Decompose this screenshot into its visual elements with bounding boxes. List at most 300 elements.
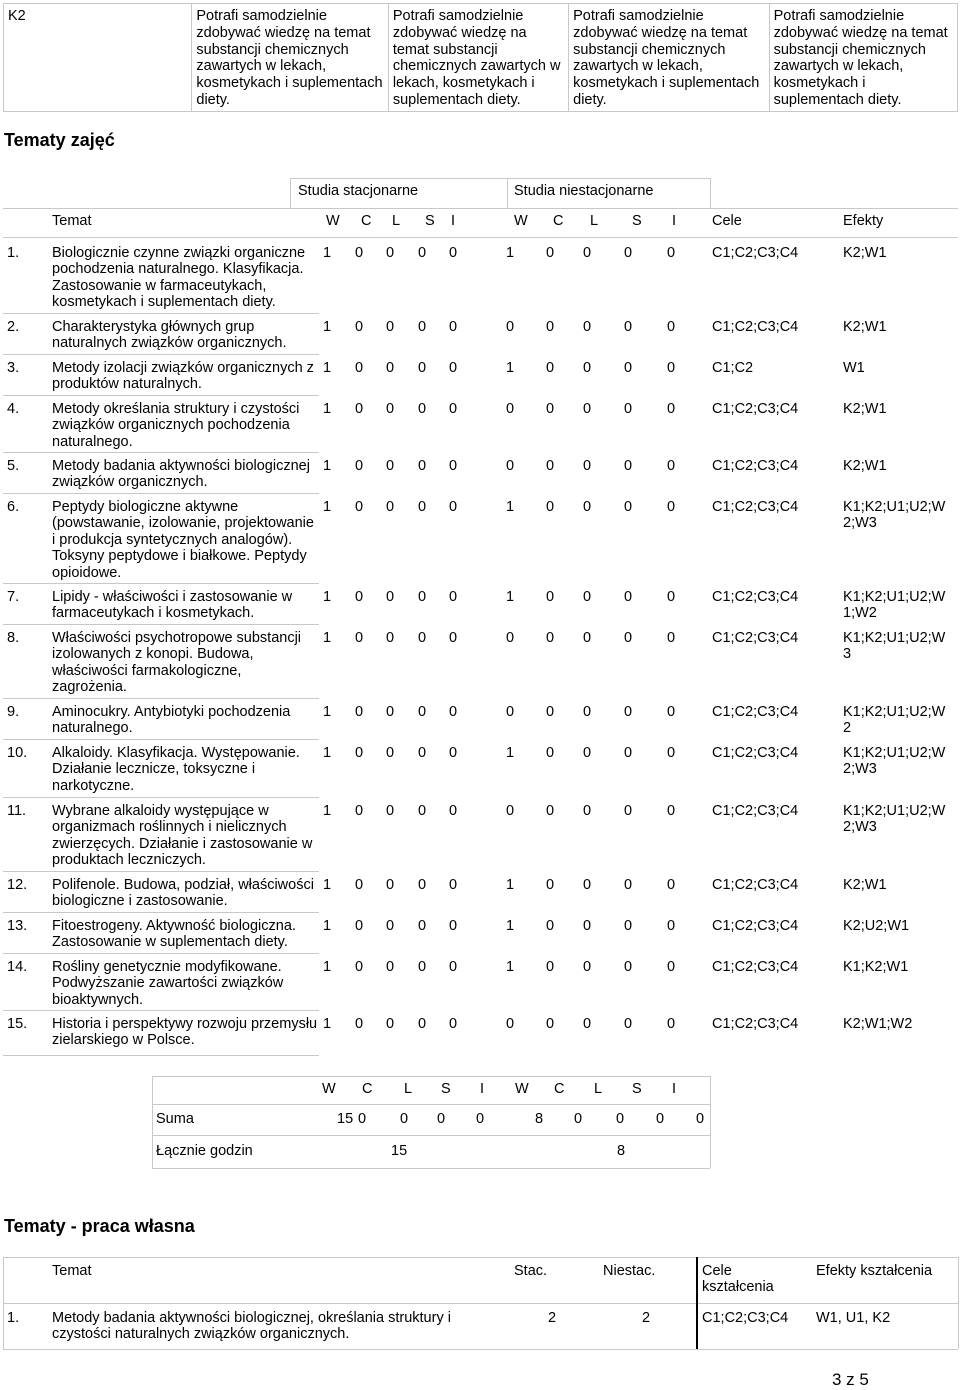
- hours-cell: 1: [323, 458, 332, 474]
- hours-cell: 1: [323, 959, 332, 975]
- cele-cell: C1;C2;C3;C4: [712, 1016, 799, 1032]
- hours-cell: 0: [386, 959, 395, 975]
- hours-cell: 0: [449, 630, 458, 646]
- hours-cell: 1: [323, 360, 332, 376]
- topic-text: Fitoestrogeny. Aktywność biologiczna. Zastosowanie w suplementach diety.: [52, 918, 296, 951]
- hours-cell: 0: [418, 319, 427, 335]
- summary-header: C: [362, 1081, 373, 1097]
- selfwork-stac: 2: [548, 1310, 557, 1326]
- hours-cell: 0: [449, 319, 458, 335]
- hours-cell: 0: [546, 877, 555, 893]
- hours-cell: 0: [386, 918, 395, 934]
- row-number: 13.: [7, 918, 28, 934]
- summary-suma-value: 0: [656, 1111, 665, 1127]
- hours-cell: 1: [323, 319, 332, 335]
- summary-header: C: [554, 1081, 565, 1097]
- hours-cell: 0: [355, 803, 364, 819]
- column-header: I: [672, 213, 677, 229]
- hours-cell: 0: [449, 918, 458, 934]
- row-divider: [3, 1010, 319, 1011]
- outcome-code: K2: [4, 4, 192, 112]
- hours-cell: 0: [667, 630, 676, 646]
- summary-header: W: [322, 1081, 336, 1097]
- hours-cell: 1: [506, 959, 515, 975]
- column-header: L: [590, 213, 599, 229]
- efekty-cell: K2;W1: [843, 458, 887, 474]
- hours-cell: 0: [546, 458, 555, 474]
- selfwork-efekty: W1, U1, K2: [816, 1310, 891, 1326]
- summary-suma-value: 0: [358, 1111, 367, 1127]
- hours-cell: 0: [355, 589, 364, 605]
- hours-cell: 0: [546, 745, 555, 761]
- column-header: I: [451, 213, 456, 229]
- hours-cell: 0: [546, 959, 555, 975]
- hours-cell: 0: [386, 1016, 395, 1032]
- hours-cell: 0: [355, 245, 364, 261]
- hours-cell: 0: [546, 704, 555, 720]
- hours-cell: 0: [624, 499, 633, 515]
- hours-cell: 0: [418, 630, 427, 646]
- row-divider: [3, 354, 319, 355]
- hours-cell: 0: [355, 745, 364, 761]
- hours-cell: 0: [546, 589, 555, 605]
- cele-cell: C1;C2;C3;C4: [712, 745, 799, 761]
- hours-cell: 0: [667, 745, 676, 761]
- hours-cell: 0: [624, 918, 633, 934]
- learning-outcomes-table: [3, 3, 958, 112]
- hours-cell: 1: [323, 630, 332, 646]
- hours-cell: 1: [323, 918, 332, 934]
- hours-cell: 0: [355, 918, 364, 934]
- hours-cell: 1: [323, 803, 332, 819]
- selfwork-header-cele: Cele kształcenia: [702, 1263, 774, 1296]
- hours-cell: 0: [418, 245, 427, 261]
- group-header-divider: [710, 178, 711, 208]
- efekty-cell: K2;W1: [843, 877, 887, 893]
- selfwork-niestac: 2: [642, 1310, 651, 1326]
- efekty-cell: K1;K2;U1;U2;W 3: [843, 630, 946, 663]
- hours-cell: 0: [667, 1016, 676, 1032]
- hours-cell: 0: [418, 589, 427, 605]
- hours-cell: 0: [506, 630, 515, 646]
- summary-header: I: [672, 1081, 677, 1097]
- row-number: 3.: [7, 360, 20, 376]
- summary-suma-value: 8: [535, 1111, 544, 1127]
- hours-cell: 1: [323, 745, 332, 761]
- hours-cell: 0: [546, 245, 555, 261]
- hours-cell: 0: [355, 959, 364, 975]
- efekty-cell: K1;K2;U1;U2;W 1;W2: [843, 589, 946, 622]
- hours-cell: 0: [386, 360, 395, 376]
- hours-cell: 0: [583, 877, 592, 893]
- hours-cell: 0: [418, 1016, 427, 1032]
- hours-cell: 0: [386, 704, 395, 720]
- hours-cell: 1: [506, 589, 515, 605]
- hours-cell: 1: [323, 401, 332, 417]
- hours-cell: 0: [624, 458, 633, 474]
- hours-cell: 0: [418, 877, 427, 893]
- row-divider: [3, 624, 319, 625]
- hours-cell: 0: [449, 704, 458, 720]
- outcome-cell: Potrafi samodzielnie zdobywać wiedzę na temat substancji chemicznych zawartych w lekach, kosmetykach i suplementach diety.: [192, 4, 388, 112]
- column-header: Temat: [52, 213, 92, 229]
- summary-header: S: [441, 1081, 451, 1097]
- summary-suma-value: 0: [574, 1111, 583, 1127]
- row-divider: [3, 739, 319, 740]
- hours-cell: 0: [449, 1016, 458, 1032]
- hours-cell: 0: [546, 918, 555, 934]
- outcome-cell: Potrafi samodzielnie zdobywać wiedzę na temat substancji chemicznych zawartych w lekach, kosmetykach i suplementach diety.: [569, 4, 769, 112]
- column-header: S: [632, 213, 642, 229]
- hours-cell: 0: [355, 877, 364, 893]
- hours-cell: 0: [355, 1016, 364, 1032]
- efekty-cell: K2;W1: [843, 319, 887, 335]
- hours-cell: 0: [667, 245, 676, 261]
- summary-total-niestac: 8: [617, 1143, 626, 1159]
- efekty-cell: K1;K2;W1: [843, 959, 909, 975]
- hours-cell: 0: [506, 458, 515, 474]
- selfwork-cele: C1;C2;C3;C4: [702, 1310, 789, 1326]
- hours-cell: 0: [583, 458, 592, 474]
- hours-cell: 0: [449, 360, 458, 376]
- selfwork-topic: Metody badania aktywności biologicznej, określania struktury i czystości naturalnych związków organicznych.: [52, 1310, 451, 1343]
- topic-text: Alkaloidy. Klasyfikacja. Występowanie. Działanie lecznicze, toksyczne i narkotyczne.: [52, 745, 300, 794]
- cele-cell: C1;C2;C3;C4: [712, 589, 799, 605]
- row-divider: [3, 698, 319, 699]
- row-divider: [3, 583, 319, 584]
- efekty-cell: K1;K2;U1;U2;W 2: [843, 704, 946, 737]
- hours-cell: 0: [506, 1016, 515, 1032]
- topic-text: Lipidy - właściwości i zastosowanie w farmaceutykach i kosmetykach.: [52, 589, 293, 622]
- selfwork-header-niestac: Niestac.: [603, 1263, 656, 1279]
- hours-cell: 1: [323, 589, 332, 605]
- efekty-cell: K2;U2;W1: [843, 918, 910, 934]
- summary-suma-value: 0: [696, 1111, 705, 1127]
- hours-cell: 1: [506, 245, 515, 261]
- hours-cell: 1: [323, 1016, 332, 1032]
- hours-cell: 1: [506, 745, 515, 761]
- hours-cell: 0: [418, 745, 427, 761]
- hours-cell: 0: [355, 630, 364, 646]
- row-number: 11.: [7, 803, 27, 819]
- summary-left: [152, 1076, 153, 1168]
- cele-cell: C1;C2;C3;C4: [712, 918, 799, 934]
- summary-header: S: [632, 1081, 642, 1097]
- hours-cell: 0: [386, 499, 395, 515]
- hours-cell: 1: [506, 360, 515, 376]
- summary-right: [710, 1076, 711, 1168]
- hours-cell: 0: [667, 589, 676, 605]
- column-header: C: [553, 213, 564, 229]
- topic-text: Rośliny genetycznie modyfikowane. Podwyższanie zawartości związków bioaktywnych.: [52, 959, 284, 1008]
- hours-cell: 0: [624, 1016, 633, 1032]
- hours-cell: 0: [624, 704, 633, 720]
- cele-cell: C1;C2;C3;C4: [712, 401, 799, 417]
- topic-text: Peptydy biologiczne aktywne (powstawanie, izolowanie, projektowanie i produkcja syntetycznych analogów). Toksyny peptydowe i białkowe. Peptydy opioidowe.: [52, 499, 314, 581]
- hours-cell: 0: [506, 401, 515, 417]
- hours-cell: 0: [624, 360, 633, 376]
- topic-text: Historia i perspektywy rozwoju przemysłu zielarskiego w Polsce.: [52, 1016, 318, 1049]
- selfwork-right: [958, 1257, 959, 1349]
- summary-header: L: [404, 1081, 413, 1097]
- hours-cell: 0: [449, 589, 458, 605]
- row-divider: [3, 313, 319, 314]
- hours-cell: 0: [449, 803, 458, 819]
- column-header: L: [392, 213, 401, 229]
- summary-top: [152, 1076, 710, 1077]
- selfwork-bottom: [3, 1349, 958, 1350]
- hours-cell: 0: [506, 803, 515, 819]
- hours-cell: 0: [583, 745, 592, 761]
- section-title-self-work: Tematy - praca własna: [4, 1216, 195, 1236]
- summary-suma-value: 0: [437, 1111, 446, 1127]
- hours-cell: 0: [583, 401, 592, 417]
- summary-header: L: [594, 1081, 603, 1097]
- hours-cell: 0: [386, 401, 395, 417]
- hours-cell: 0: [667, 499, 676, 515]
- hours-cell: 0: [386, 458, 395, 474]
- summary-total-stac: 15: [391, 1143, 408, 1159]
- row-divider: [3, 912, 319, 913]
- topic-text: Aminocukry. Antybiotyki pochodzenia naturalnego.: [52, 704, 291, 737]
- hours-cell: 0: [386, 245, 395, 261]
- hours-cell: 0: [667, 918, 676, 934]
- hours-cell: 0: [624, 877, 633, 893]
- hours-cell: 0: [624, 245, 633, 261]
- row-divider: [3, 452, 319, 453]
- hours-cell: 0: [418, 360, 427, 376]
- topic-text: Polifenole. Budowa, podział, właściwości biologiczne i zastosowanie.: [52, 877, 314, 910]
- column-header: S: [425, 213, 435, 229]
- row-divider: [3, 395, 319, 396]
- row-number: 8.: [7, 630, 20, 646]
- column-header: W: [326, 213, 340, 229]
- group-niestacjonarne: Studia niestacjonarne: [514, 183, 654, 199]
- efekty-cell: K2;W1: [843, 245, 887, 261]
- row-number: 1.: [7, 245, 20, 261]
- group-header-divider: [507, 178, 508, 208]
- hours-cell: 0: [583, 959, 592, 975]
- hours-cell: 0: [583, 630, 592, 646]
- cele-cell: C1;C2: [712, 360, 754, 376]
- hours-cell: 1: [506, 499, 515, 515]
- hours-cell: 0: [624, 319, 633, 335]
- hours-cell: 0: [449, 959, 458, 975]
- hours-cell: 0: [449, 499, 458, 515]
- hours-cell: 0: [546, 803, 555, 819]
- hours-cell: 0: [583, 589, 592, 605]
- hours-cell: 0: [546, 360, 555, 376]
- summary-suma-value: 0: [616, 1111, 625, 1127]
- hours-cell: 0: [449, 745, 458, 761]
- topic-text: Metody określania struktury i czystości związków organicznych pochodzenia naturalnego.: [52, 401, 300, 450]
- hours-cell: 0: [667, 319, 676, 335]
- cele-cell: C1;C2;C3;C4: [712, 630, 799, 646]
- hours-cell: 0: [667, 458, 676, 474]
- summary-suma-value: 0: [400, 1111, 409, 1127]
- hours-cell: 0: [449, 401, 458, 417]
- topic-text: Biologicznie czynne związki organiczne pochodzenia naturalnego. Klasyfikacja. Zastosowanie w farmaceutykach, kosmetykach i suplementach diety.: [52, 245, 306, 311]
- hours-cell: 0: [546, 401, 555, 417]
- hours-cell: 0: [386, 630, 395, 646]
- cele-cell: C1;C2;C3;C4: [712, 959, 799, 975]
- selfwork-top: [3, 1257, 958, 1258]
- selfwork-header-bottom: [3, 1303, 958, 1304]
- hours-cell: 0: [583, 1016, 592, 1032]
- summary-header: W: [515, 1081, 529, 1097]
- summary-suma-label: Suma: [156, 1111, 194, 1127]
- efekty-cell: K1;K2;U1;U2;W 2;W3: [843, 499, 946, 532]
- row-divider: [3, 493, 319, 494]
- row-number: 10.: [7, 745, 28, 761]
- hours-cell: 0: [667, 704, 676, 720]
- hours-cell: 0: [667, 360, 676, 376]
- hours-cell: 0: [667, 959, 676, 975]
- hours-cell: 1: [323, 704, 332, 720]
- cele-cell: C1;C2;C3;C4: [712, 499, 799, 515]
- hours-cell: 0: [418, 959, 427, 975]
- hours-cell: 0: [546, 319, 555, 335]
- hours-cell: 0: [583, 245, 592, 261]
- topic-text: Metody izolacji związków organicznych z produktów naturalnych.: [52, 360, 314, 393]
- hours-cell: 0: [386, 745, 395, 761]
- hours-cell: 1: [323, 499, 332, 515]
- efekty-cell: K1;K2;U1;U2;W 2;W3: [843, 745, 946, 778]
- hours-cell: 1: [323, 245, 332, 261]
- efekty-cell: K2;W1: [843, 401, 887, 417]
- hours-cell: 0: [624, 803, 633, 819]
- group-header-top-line: [290, 178, 710, 179]
- hours-cell: 0: [355, 360, 364, 376]
- selfwork-left: [3, 1257, 4, 1349]
- row-number: 5.: [7, 458, 20, 474]
- hours-cell: 0: [386, 877, 395, 893]
- selfwork-divider: [696, 1257, 698, 1349]
- topic-text: Charakterystyka głównych grup naturalnych związków organicznych.: [52, 319, 287, 352]
- summary-suma-value: 0: [476, 1111, 485, 1127]
- page-number: 3 z 5: [832, 1370, 869, 1389]
- row-number: 12.: [7, 877, 28, 893]
- hours-cell: 0: [506, 704, 515, 720]
- cele-cell: C1;C2;C3;C4: [712, 458, 799, 474]
- summary-header: I: [480, 1081, 485, 1097]
- cele-cell: C1;C2;C3;C4: [712, 319, 799, 335]
- row-divider: [3, 871, 319, 872]
- hours-cell: 0: [355, 704, 364, 720]
- summary-total-label: Łącznie godzin: [156, 1143, 253, 1159]
- row-number: 7.: [7, 589, 20, 605]
- column-header: C: [361, 213, 372, 229]
- column-header: W: [514, 213, 528, 229]
- efekty-cell: W1: [843, 360, 865, 376]
- summary-suma-value: 15: [337, 1111, 354, 1127]
- hours-cell: 1: [506, 918, 515, 934]
- hours-cell: 0: [418, 803, 427, 819]
- selfwork-header-stac: Stac.: [514, 1263, 548, 1279]
- cele-cell: C1;C2;C3;C4: [712, 803, 799, 819]
- hours-cell: 0: [355, 458, 364, 474]
- header-bottom-line: [3, 237, 958, 238]
- row-number: 14.: [7, 959, 28, 975]
- hours-cell: 0: [386, 319, 395, 335]
- hours-cell: 0: [546, 499, 555, 515]
- hours-cell: 0: [418, 401, 427, 417]
- hours-cell: 0: [386, 803, 395, 819]
- hours-cell: 0: [583, 803, 592, 819]
- hours-cell: 0: [624, 630, 633, 646]
- efekty-cell: K1;K2;U1;U2;W 2;W3: [843, 803, 946, 836]
- column-header: Efekty: [843, 213, 884, 229]
- hours-cell: 0: [449, 877, 458, 893]
- selfwork-header-efekty: Efekty kształcenia: [816, 1263, 933, 1279]
- hours-cell: 1: [323, 877, 332, 893]
- hours-cell: 0: [583, 918, 592, 934]
- hours-cell: 0: [583, 319, 592, 335]
- topic-text: Właściwości psychotropowe substancji izolowanych z konopi. Budowa, właściwości farmakologiczne, zagrożenia.: [52, 630, 302, 696]
- hours-cell: 0: [449, 458, 458, 474]
- row-number: 4.: [7, 401, 20, 417]
- hours-cell: 0: [449, 245, 458, 261]
- cele-cell: C1;C2;C3;C4: [712, 877, 799, 893]
- section-title-topics: Tematy zajęć: [4, 130, 115, 150]
- hours-cell: 0: [418, 918, 427, 934]
- hours-cell: 0: [624, 589, 633, 605]
- table-top-line: [3, 208, 958, 209]
- summary-bottom: [152, 1168, 710, 1169]
- row-divider: [3, 953, 319, 954]
- group-stacjonarne: Studia stacjonarne: [298, 183, 419, 199]
- hours-cell: 0: [355, 401, 364, 417]
- hours-cell: 1: [506, 877, 515, 893]
- row-number: 6.: [7, 499, 20, 515]
- cele-cell: C1;C2;C3;C4: [712, 245, 799, 261]
- topic-text: Metody badania aktywności biologicznej związków organicznych.: [52, 458, 310, 491]
- topic-text: Wybrane alkaloidy występujące w organizmach roślinnych i nielicznych zwierzęcych. Działanie i zastosowanie w produktach leczniczych.: [52, 803, 313, 869]
- summary-line: [152, 1135, 710, 1136]
- table-row: [4, 4, 958, 112]
- hours-cell: 0: [624, 959, 633, 975]
- group-header-divider: [290, 178, 291, 208]
- hours-cell: 0: [546, 1016, 555, 1032]
- hours-cell: 0: [546, 630, 555, 646]
- hours-cell: 0: [418, 499, 427, 515]
- hours-cell: 0: [583, 704, 592, 720]
- row-number: 15.: [7, 1016, 28, 1032]
- hours-cell: 0: [355, 499, 364, 515]
- selfwork-header-topic: Temat: [52, 1263, 92, 1279]
- row-number: 1.: [7, 1310, 20, 1326]
- summary-line: [152, 1104, 710, 1105]
- hours-cell: 0: [583, 499, 592, 515]
- row-divider: [3, 797, 319, 798]
- cele-cell: C1;C2;C3;C4: [712, 704, 799, 720]
- hours-cell: 0: [624, 745, 633, 761]
- efekty-cell: K2;W1;W2: [843, 1016, 913, 1032]
- hours-cell: 0: [355, 319, 364, 335]
- column-header: Cele: [712, 213, 742, 229]
- table-bottom-line: [3, 1055, 319, 1056]
- hours-cell: 0: [667, 803, 676, 819]
- hours-cell: 0: [418, 458, 427, 474]
- hours-cell: 0: [667, 401, 676, 417]
- hours-cell: 0: [583, 360, 592, 376]
- row-number: 2.: [7, 319, 20, 335]
- outcome-cell: Potrafi samodzielnie zdobywać wiedzę na temat substancji chemicznych zawartych w lekach, kosmetykach i suplementach diety.: [769, 4, 957, 112]
- hours-cell: 0: [667, 877, 676, 893]
- outcome-cell: Potrafi samodzielnie zdobywać wiedzę na temat substancji chemicznych zawartych w lekach, kosmetykach i suplementach diety.: [388, 4, 568, 112]
- row-number: 9.: [7, 704, 20, 720]
- hours-cell: 0: [386, 589, 395, 605]
